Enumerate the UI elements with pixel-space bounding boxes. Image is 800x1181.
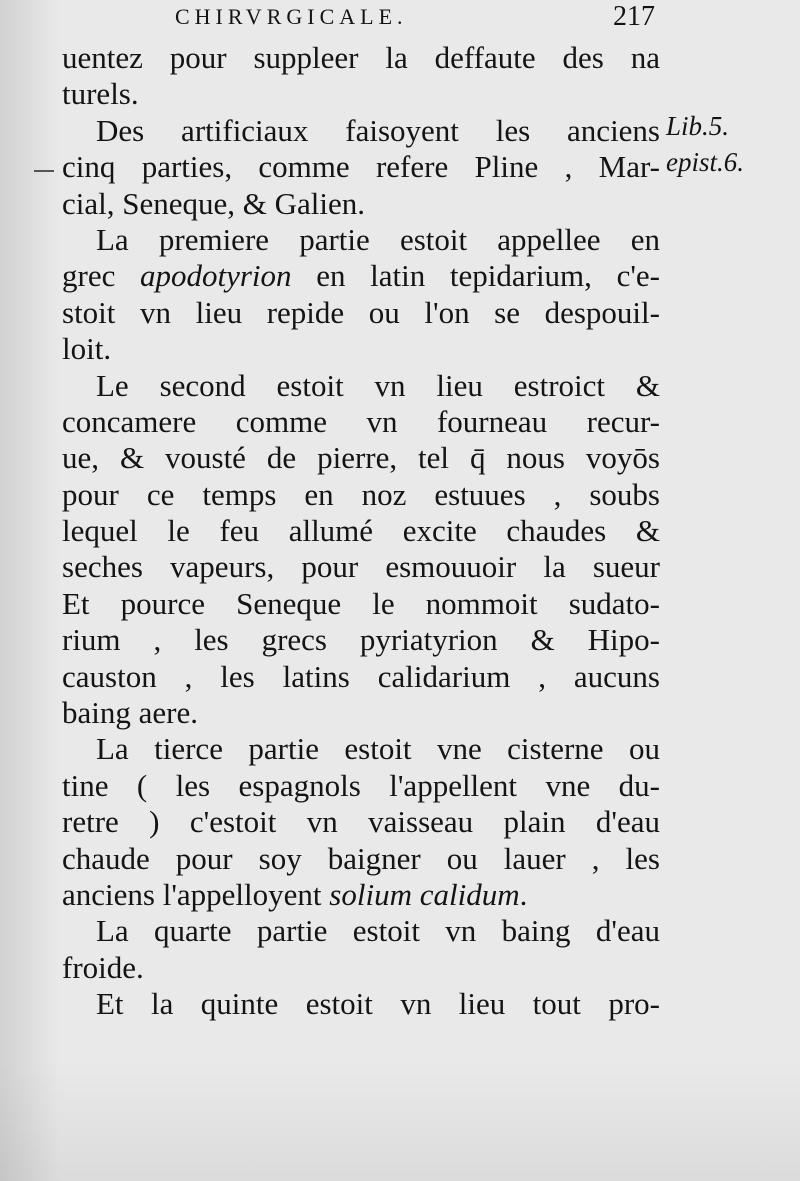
text-line: seches vapeurs, pour esmouuoir la sueur <box>62 549 660 585</box>
margin-dash-mark <box>34 170 54 172</box>
page-bottom-shadow <box>0 1061 800 1181</box>
text-line: tine ( les espagnols l'appellent vne du- <box>62 767 660 803</box>
line-text: anciens l'appelloyent <box>62 876 330 912</box>
paragraph-start-line: La tierce partie estoit vne cisterne ou <box>96 731 660 767</box>
text-line: causton , les latins calidarium , aucuns <box>62 658 660 694</box>
paragraph-start-line: La premiere partie estoit appellee en <box>96 221 660 257</box>
text-line: lequel le feu allumé excite chaudes & <box>62 513 660 549</box>
text-line: pour ce temps en noz estuues , soubs <box>62 476 660 512</box>
page-header <box>175 1 655 34</box>
paragraph-start-line: La quarte partie estoit vn baing d'eau <box>96 913 660 949</box>
text-line: Et pource Seneque le nommoit sudato- <box>62 585 660 621</box>
text-line: loit. <box>62 331 112 367</box>
text-line: turels. <box>62 76 139 112</box>
paragraph-start-line: Des artificiaux faisoyent les anciens <box>96 112 660 148</box>
latin-term: solium calidum <box>329 876 520 912</box>
text-line: baing aere. <box>62 695 198 731</box>
marginal-note-line-2: epist.6. <box>666 147 744 177</box>
text-line <box>62 258 660 294</box>
body-text <box>62 40 660 1023</box>
page-gutter-shadow <box>0 0 60 1181</box>
text-line: stoit vn lieu repide ou l'on se despouil- <box>62 294 660 330</box>
running-head: CHIRVRGICALE. <box>175 4 408 29</box>
text-line: chaude pour soy baigner ou lauer , les <box>62 840 660 876</box>
paragraph-start-line: Le second estoit vn lieu estroict & <box>96 367 660 403</box>
line-text: grec <box>62 258 140 294</box>
text-line: concamere comme vn fourneau recur- <box>62 403 660 439</box>
text-line: ue, & vousté de pierre, tel q̄ nous voyōs <box>62 440 660 476</box>
text-line: uentez pour suppleer la deffaute des na <box>62 40 660 75</box>
text-line: cinq parties, comme refere Pline , Mar- <box>62 149 660 185</box>
text-line: retre ) c'estoit vn vaisseau plain d'eau <box>62 804 660 840</box>
paragraph-start-line: Et la quinte estoit vn lieu tout pro- <box>96 986 660 1022</box>
page-number: 217 <box>613 1 655 32</box>
text-line: froide. <box>62 949 144 985</box>
line-text: . <box>519 876 528 912</box>
greek-term: apodotyrion <box>140 258 292 294</box>
text-line: rium , les grecs pyriatyrion & Hipo- <box>62 622 660 658</box>
marginal-note-line-1: Lib.5. <box>666 111 730 141</box>
text-line: cial, Seneque, & Galien. <box>62 185 366 221</box>
line-text: en latin tepidarium, c'e- <box>291 258 660 294</box>
text-line <box>62 877 660 913</box>
